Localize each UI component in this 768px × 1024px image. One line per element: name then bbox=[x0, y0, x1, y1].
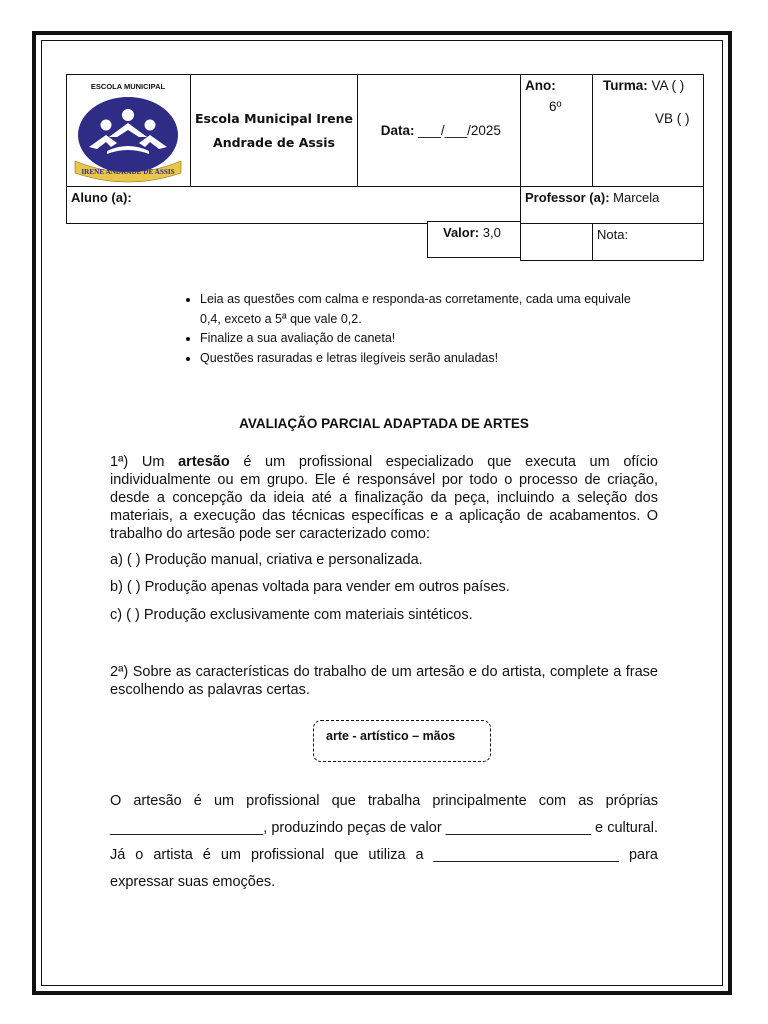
q1-option-c[interactable]: c) ( ) Produção exclusivamente com materiais sintéticos. bbox=[110, 607, 473, 623]
q1-bold-word: artesão bbox=[178, 454, 230, 470]
date-label: Data: bbox=[380, 123, 415, 138]
logo-cell bbox=[67, 75, 191, 187]
ano-cell bbox=[521, 75, 593, 187]
empty-cell bbox=[67, 224, 358, 261]
aluno-field[interactable] bbox=[67, 187, 521, 224]
school-logo bbox=[67, 75, 189, 183]
q1-intro-a: Um bbox=[141, 454, 165, 470]
word-bank-box: arte - artístico – mãos bbox=[313, 720, 491, 762]
q1-number: 1ª) bbox=[110, 454, 129, 470]
question-1 bbox=[110, 453, 658, 543]
valor-cell bbox=[521, 224, 593, 261]
turma-cell bbox=[593, 75, 704, 187]
instruction-item: • Questões rasuradas e letras ilegíveis serão anuladas! bbox=[200, 349, 648, 369]
logo-top-text: ESCOLA MUNICIPAL bbox=[90, 82, 166, 91]
school-name-line2: Andrade de Assis bbox=[213, 134, 335, 150]
ano-value: 6º bbox=[549, 99, 562, 114]
page-title: AVALIAÇÃO PARCIAL ADAPTADA DE ARTES bbox=[239, 416, 529, 431]
nota-field[interactable] bbox=[593, 224, 704, 261]
turma-label: Turma: bbox=[603, 78, 648, 93]
header-table bbox=[66, 74, 704, 261]
q2-fill-in-text[interactable]: O artesão é um profissional que trabalha principalmente com as próprias ___________________, produzindo peças de valor __________________ e cultural. Já o artista é um profissional que utiliza a _______________________ para expressar suas emoções. bbox=[110, 793, 658, 890]
turma-vb-checkbox[interactable]: VB ( ) bbox=[655, 111, 690, 126]
valor-box-value: 3,0 bbox=[482, 225, 501, 240]
date-cell bbox=[358, 75, 521, 187]
instruction-item: • Finalize a sua avaliação de caneta! bbox=[200, 329, 648, 349]
professor-value: Marcela bbox=[613, 190, 660, 205]
valor-box bbox=[427, 221, 520, 258]
date-value[interactable]: ___/___/2025 bbox=[418, 123, 501, 138]
valor-box-label: Valor: bbox=[443, 225, 480, 240]
q1-option-a[interactable]: a) ( ) Produção manual, criativa e personalizada. bbox=[110, 552, 423, 568]
q1-intro-b: é um profissional especializado que executa um ofício individualmente ou em grupo. Ele é responsável por todo o processo de criação, desde a concepção da ideia até a finalização da peça, incluindo a seleção dos materiais, a execução das técnicas específicas e a aplicação de acabamentos. O trabalho do artesão pode ser caracterizado como: bbox=[110, 454, 658, 542]
professor-label: Professor (a): bbox=[525, 190, 610, 205]
question-2: 2ª) Sobre as características do trabalho de um artesão e do artista, complete a frase escolhendo as palavras certas. bbox=[110, 664, 658, 698]
instructions bbox=[178, 290, 648, 368]
nota-label: Nota: bbox=[597, 227, 629, 242]
turma-va-checkbox[interactable]: VA ( ) bbox=[651, 78, 685, 93]
q1-option-b[interactable]: b) ( ) Produção apenas voltada para vender em outros países. bbox=[110, 579, 510, 595]
logo-bottom-text: IRENE ANDRADE DE ASSIS bbox=[81, 168, 175, 176]
aluno-label: Aluno (a): bbox=[71, 190, 132, 205]
school-name-cell bbox=[191, 75, 358, 187]
ano-label: Ano: bbox=[525, 78, 556, 93]
school-name-line1: Escola Municipal Irene bbox=[195, 110, 353, 126]
instruction-item: • Leia as questões com calma e responda-as corretamente, cada uma equivale 0,4, exceto a 5ª que vale 0,2. bbox=[200, 290, 648, 329]
professor-cell bbox=[521, 187, 704, 224]
